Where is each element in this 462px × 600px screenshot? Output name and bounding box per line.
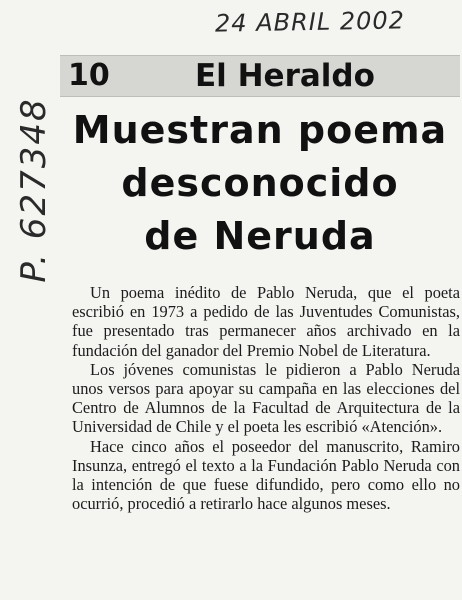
headline-line-1: Muestran poema bbox=[72, 108, 448, 152]
headline-line-3: de Neruda bbox=[144, 214, 376, 258]
handwritten-date: 24 ABRIL 2002 bbox=[214, 6, 406, 38]
article-paragraph-1: Un poema inédito de Pablo Neruda, que el poeta escribió en 1973 a pedido de las Juventudes Comunistas, fue presentado tras permanecer años archivado en la fundación del ganador del Premio Nobel de Literatura. bbox=[72, 283, 460, 360]
masthead bbox=[60, 55, 460, 97]
newspaper-name: El Heraldo bbox=[195, 58, 375, 94]
article-paragraph-3: Hace cinco años el poseedor del manuscrito, Ramiro Insunza, entregó el texto a la Fundación Pablo Neruda con la intención de que fuese difundido, pero como ello no ocurrió, procedió a retirarlo hace algunos meses. bbox=[72, 436, 460, 514]
article-body bbox=[72, 283, 460, 513]
page-number: 10 bbox=[68, 58, 110, 93]
article-headline bbox=[60, 104, 460, 263]
handwritten-archive-id: P. 627348 bbox=[14, 97, 54, 283]
headline-line-2: desconocido bbox=[121, 161, 399, 205]
article-paragraph-2: Los jóvenes comunistas le pidieron a Pablo Neruda unos versos para apoyar su campaña en las elecciones del Centro de Alumnos de la Facultad de Arquitectura de la Universidad de Chile y el poeta les escribió «Atención». bbox=[72, 359, 460, 437]
